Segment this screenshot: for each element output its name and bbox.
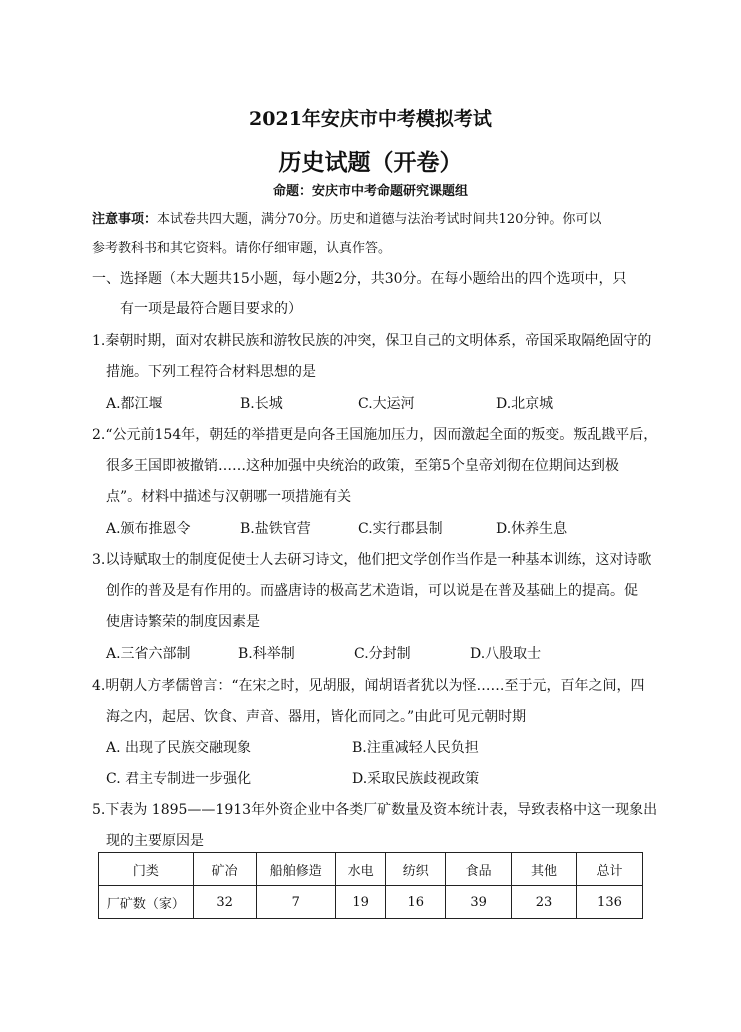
q4-option-c: C. 君主专制进一步强化 [106,771,252,787]
table-cell: 136 [576,886,642,919]
q2-line-2: 很多王国即被撤销……这种加强中央统治的政策，至第5个皇帝刘彻在位期间达到极 [106,458,619,474]
notice-label: 注意事项： [92,212,158,227]
q2-option-d: D.休养生息 [496,521,568,537]
q1-option-c: C.大运河 [358,396,415,412]
q2-option-a: A.颁布推恩令 [106,521,191,537]
q2-option-c: C.实行郡县制 [358,521,443,537]
table-header-cell: 矿冶 [193,853,256,886]
q4-line-2: 海之内，起居、饮食、声音、器用，皆化而同之。”由此可见元朝时期 [106,709,527,725]
q4-option-b: B.注重减轻人民负担 [352,740,479,756]
table-cell: 16 [386,886,446,919]
table-cell: 7 [256,886,335,919]
q3-line-3: 使唐诗繁荣的制度因素是 [106,614,260,630]
table-cell: 39 [446,886,512,919]
q2-line-3: 点”。材料中描述与汉朝哪一项措施有关 [106,489,352,505]
q3-option-a: A.三省六部制 [106,646,191,662]
table-cell: 32 [193,886,256,919]
q1-option-b: B.长城 [240,396,283,412]
q4-option-d: D.采取民族歧视政策 [352,771,480,787]
table-header-cell: 其他 [512,853,577,886]
section1-heading: 一、选择题（本大题共15小题，每小题2分，共30分。在每小题给出的四个选项中，只 [92,271,627,287]
q4-option-a: A. 出现了民族交融现象 [106,740,252,756]
table-header-row [99,853,643,886]
table-cell: 厂矿数（家） [99,886,194,919]
q1-option-d: D.北京城 [496,396,554,412]
setter-line: 命题：安庆市中考命题研究课题组 [272,184,468,199]
q4-line-1: 4.明朝人方孝儒曾言：“在宋之时，见胡服，闻胡语者犹以为怪……至于元，百年之间，四 [92,678,645,694]
q1-line-2: 措施。下列工程符合材料思想的是 [106,364,316,380]
table-header-cell: 纺织 [386,853,446,886]
section1-heading-cont: 有一项是最符合题目要求的） [120,301,302,317]
q3-line-2: 创作的普及是有作用的。而盛唐诗的极高艺术造诣，可以说是在普及基础上的提高。促 [106,583,638,599]
q1-line-1: 1.秦朝时期，面对农耕民族和游牧民族的冲突，保卫自己的文明体系，帝国采取隔绝固守的 [92,333,652,349]
table-header-cell: 门类 [99,853,194,886]
table-header-cell: 水电 [336,853,386,886]
table-header-cell: 总计 [576,853,642,886]
q1-option-a: A.都江堰 [106,396,163,412]
q3-option-c: C.分封制 [354,646,411,662]
table-header-cell: 船舶修造 [256,853,335,886]
notice-line-2: 参考教科书和其它资料。请你仔细审题，认真作答。 [92,241,392,256]
table-row [99,886,643,919]
table-cell: 23 [512,886,577,919]
table-header-cell: 食品 [446,853,512,886]
q2-line-1: 2.“公元前154年，朝廷的举措更是向各王国施加压力，因而激起全面的叛变。叛乱戡平后， [92,427,658,443]
table-cell: 19 [336,886,386,919]
notice-line-1 [92,208,601,227]
q3-option-b: B.科举制 [238,646,295,662]
exam-title: 2021年安庆市中考模拟考试 [249,108,492,130]
q3-line-1: 3.以诗赋取士的制度促使士人去研习诗文，他们把文学创作当作是一种基本训练，这对诗歌 [92,552,652,568]
subject-title: 历史试题（开卷） [278,149,463,176]
q3-option-d: D.八股取士 [470,646,542,662]
factory-stats-table [98,852,643,919]
q5-line-2: 现的主要原因是 [106,833,204,849]
notice-text-1: 本试卷共四大题，满分70分。历史和道德与法治考试时间共120分钟。你可以 [157,212,602,227]
q2-option-b: B.盐铁官营 [240,521,311,537]
q5-line-1: 5.下表为 1895——1913年外资企业中各类厂矿数量及资本统计表，导致表格中这一现象出 [92,802,658,818]
